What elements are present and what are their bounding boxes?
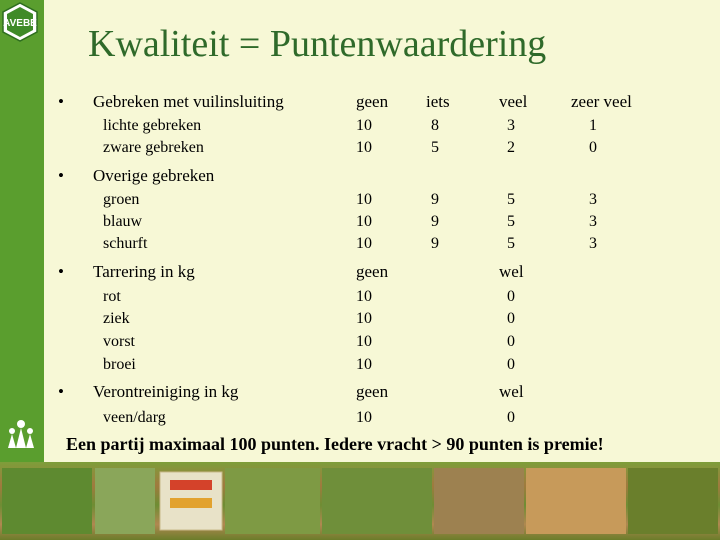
cell-value: 3 (507, 117, 515, 134)
section-heading: Verontreiniging in kg (93, 382, 239, 401)
sidebar-band (0, 0, 44, 540)
row-label: veen/darg (103, 409, 166, 426)
cell-value: 10 (356, 117, 372, 134)
cell-value: 0 (507, 310, 515, 327)
column-header-zeer-veel: zeer veel (571, 92, 632, 111)
cell-value: 8 (431, 117, 439, 134)
column-header-geen: geen (356, 382, 389, 401)
page-title: Kwaliteit = Puntenwaardering (88, 23, 547, 65)
row-label: vorst (103, 333, 135, 350)
cell-value: 0 (589, 139, 597, 156)
column-header-veel: veel (499, 92, 528, 111)
cell-value: 10 (356, 139, 372, 156)
photo-collage (0, 466, 720, 536)
bullet: • (58, 166, 64, 185)
svg-text:AVEBE: AVEBE (3, 18, 37, 29)
cell-value: 10 (356, 333, 372, 350)
cell-value: 5 (507, 235, 515, 252)
cell-value: 10 (356, 213, 372, 230)
cell-value: 9 (431, 191, 439, 208)
cell-value: 0 (507, 356, 515, 373)
cell-value: 0 (507, 288, 515, 305)
cell-value: 2 (507, 139, 515, 156)
row-label: blauw (103, 213, 143, 230)
cell-value: 3 (589, 191, 597, 208)
row-label: lichte gebreken (103, 117, 202, 134)
cell-value: 1 (589, 117, 597, 134)
cell-value: 10 (356, 356, 372, 373)
column-header-wel: wel (499, 262, 524, 281)
cell-value: 3 (589, 235, 597, 252)
bullet: • (58, 92, 64, 111)
cell-value: 5 (507, 213, 515, 230)
plant-logo (2, 412, 40, 452)
cell-value: 9 (431, 213, 439, 230)
column-header-geen: geen (356, 262, 389, 281)
cell-value: 0 (507, 409, 515, 426)
cell-value: 10 (356, 288, 372, 305)
section-heading: Overige gebreken (93, 166, 215, 185)
cell-value: 10 (356, 191, 372, 208)
avebe-logo (0, 2, 40, 42)
cell-value: 3 (589, 213, 597, 230)
cell-value: 9 (431, 235, 439, 252)
cell-value: 0 (507, 333, 515, 350)
bullet: • (58, 382, 64, 401)
row-label: broei (103, 356, 136, 373)
cell-value: 10 (356, 409, 372, 426)
row-label: rot (103, 288, 121, 305)
row-label: schurft (103, 235, 148, 252)
column-header-iets: iets (426, 92, 450, 111)
row-label: zware gebreken (103, 139, 204, 156)
cell-value: 5 (431, 139, 439, 156)
column-header-geen: geen (356, 92, 389, 111)
footer-note: Een partij maximaal 100 punten. Iedere vracht > 90 punten is premie! (66, 434, 604, 454)
row-label: ziek (103, 310, 130, 327)
column-header-wel: wel (499, 382, 524, 401)
cell-value: 10 (356, 310, 372, 327)
cell-value: 10 (356, 235, 372, 252)
bullet: • (58, 262, 64, 281)
cell-value: 5 (507, 191, 515, 208)
section-heading: Gebreken met vuilinsluiting (93, 92, 284, 111)
section-heading: Tarrering in kg (93, 262, 195, 281)
row-label: groen (103, 191, 140, 208)
